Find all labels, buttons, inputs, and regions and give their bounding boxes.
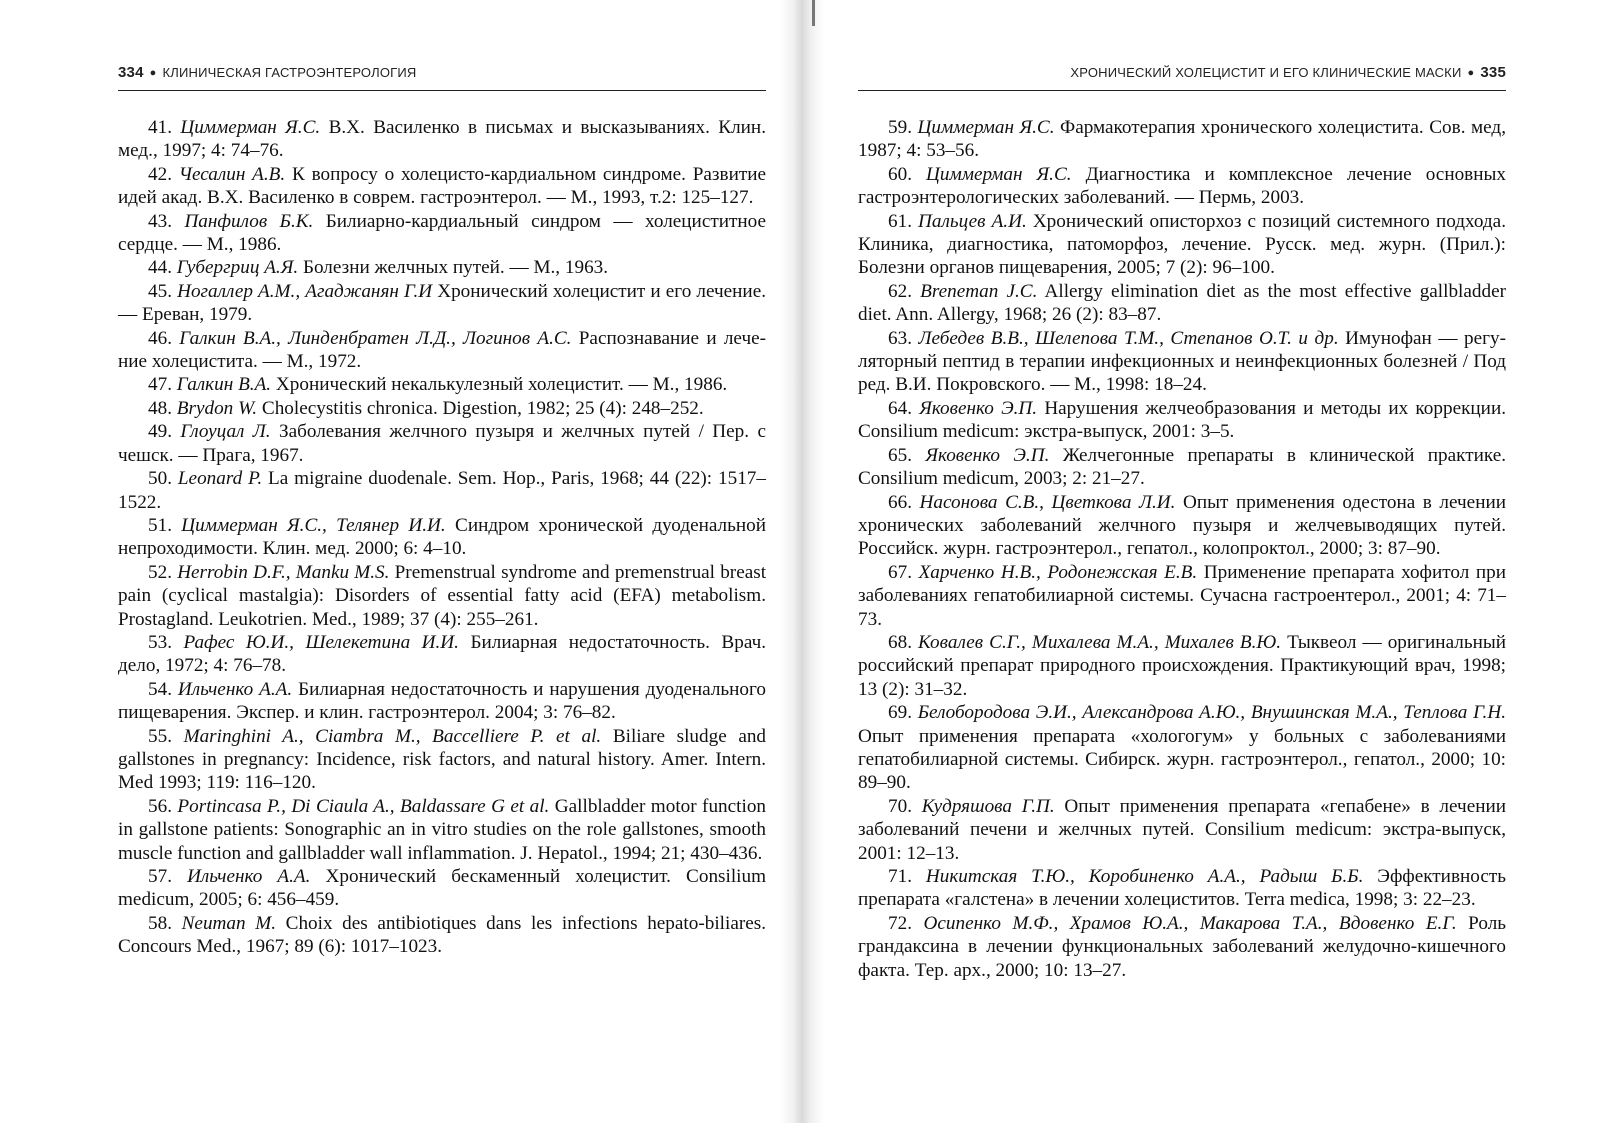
reference-text: Опыт применения препарата «гепабене» в лечении заболеваний печени и желчных путей. Consilium medicum: экстра-выпуск, 2001: 12–13. xyxy=(858,795,1507,864)
left-reference-list xyxy=(118,116,766,959)
reference-text: Biliare sludge and gallstones in pregnancy: Incidence, risk factors, and natural history. Amer. Intern. Med 1993; 119: 116–120. xyxy=(118,725,767,794)
reference-number: 56. xyxy=(148,795,172,817)
reference-authors: Губергриц А.Я. xyxy=(176,257,299,279)
reference-item xyxy=(118,678,766,725)
reference-number: 60. xyxy=(888,163,912,185)
reference-authors: Чесалин А.В. xyxy=(178,163,286,185)
reference-number: 49. xyxy=(148,421,172,443)
reference-authors: Maringhini A., Ciambra M., Baccelliere P. et al. xyxy=(183,725,602,747)
reference-number: 55. xyxy=(148,725,172,747)
reference-item xyxy=(858,327,1506,397)
reference-number: 69. xyxy=(888,702,912,724)
right-page xyxy=(858,0,1506,1123)
reference-authors: Яковенко Э.П. xyxy=(925,444,1050,466)
reference-authors: Циммерман Я.С. xyxy=(180,117,321,138)
reference-item xyxy=(118,514,766,561)
bullet-icon: ● xyxy=(1467,67,1475,79)
reference-text: La migraine duodenale. Sem. Hop., Paris, 1968; 44 (22): 1517–1522. xyxy=(118,468,766,513)
reference-text: Роль грандаксина в лечении функциональных заболеваний желудочно-кишечного факта. Тер. арх., 2000; 10: 13–27. xyxy=(858,912,1507,981)
reference-text: Хронический некалькулезный холецистит. — М., 1986. xyxy=(275,374,728,396)
gutter-mark xyxy=(812,0,815,26)
reference-text: Синдром хронической дуоденальной непроходимости. Клин. мед. 2000; 6: 4–10. xyxy=(118,514,767,560)
reference-text: Allergy elimination diet as the most effective gallbladder diet. Ann. Allergy, 1968; 26 (2): 83–87. xyxy=(858,280,1506,326)
reference-item xyxy=(118,327,766,374)
left-running-head xyxy=(118,64,766,91)
reference-text: Нарушения желчеобразования и методы их коррекции. Consilium medicum: экстра-выпуск, 2001: 3–5. xyxy=(858,397,1507,443)
reference-text: Желчегонные препараты в клинической практике. Consilium medicum, 2003; 2: 21–27. xyxy=(858,444,1507,490)
reference-text: Cholecystitis chronica. Digestion, 1982; 25 (4): 248–252. xyxy=(261,397,704,419)
reference-authors: Лебедев В.В., Шелепова Т.М., Степанов О.Т. и др. xyxy=(918,327,1339,349)
reference-item xyxy=(118,795,766,865)
reference-item xyxy=(858,795,1506,865)
reference-authors: Breneman J.C. xyxy=(920,280,1038,302)
reference-item xyxy=(858,163,1506,210)
reference-item xyxy=(858,116,1506,163)
reference-authors: Циммерман Я.С., Телянер И.И. xyxy=(181,514,446,536)
reference-text: Gallbladder motor function in gallstone patients: Sonographic an in vitro studies on the role gallstones, smooth muscle function and gallbladder wall inflammation. J. Hepatol., 1994; 21; 430–436. xyxy=(118,795,767,864)
reference-number: 71. xyxy=(888,866,912,887)
reference-text: Опыт применения препарата «хологогум» у больных с заболеваниями гепатобилиарной системы. Сибирск. журн. гастроэнтерол., гепатол., 2000; 10: 89–90. xyxy=(858,725,1506,794)
reference-number: 53. xyxy=(148,631,172,653)
reference-number: 72. xyxy=(888,912,912,934)
reference-number: 66. xyxy=(888,491,912,513)
reference-item xyxy=(118,210,766,257)
reference-text: Choix des antibiotiques dans les infections hepato-biliares. Concours Med., 1967; 89 (6): 1017–1023. xyxy=(118,912,767,958)
reference-authors: Ильченко А.А. xyxy=(187,866,311,887)
left-running-title: КЛИНИЧЕСКАЯ ГАСТРОЭНТЕРОЛОГИЯ xyxy=(162,65,417,80)
reference-item xyxy=(858,865,1506,912)
reference-item xyxy=(118,256,766,279)
reference-text: Заболевания желчного пузыря и желчных путей / Пер. с чешск. — Прага, 1967. xyxy=(118,421,766,466)
reference-authors: Никитская Т.Ю., Коробиненко А.А., Радыш Б.Б. xyxy=(925,866,1364,887)
reference-text: Билиарно-кардиальный синдром — холециститное сердце. — М., 1986. xyxy=(118,210,766,256)
reference-text: Билиарная недостаточность. Врач. дело, 1972; 4: 76–78. xyxy=(118,631,767,677)
reference-text: В.Х. Василенко в письмах и высказываниях. Клин. мед., 1997; 4: 74–76. xyxy=(118,117,766,162)
right-running-head xyxy=(858,64,1506,91)
reference-authors: Пальцев А.И. xyxy=(918,210,1027,232)
left-page-number: 334 xyxy=(118,64,144,81)
reference-authors: Leonard P. xyxy=(177,468,263,490)
reference-text: Хронический холецистит и его лечение. — Ереван, 1979. xyxy=(118,280,767,326)
reference-authors: Herrobin D.F., Manku M.S. xyxy=(177,561,390,583)
reference-text: Распознавание и лечение холецистита. — М., 1972. xyxy=(118,327,767,373)
reference-number: 54. xyxy=(148,678,172,700)
reference-number: 67. xyxy=(888,561,912,583)
reference-item xyxy=(858,561,1506,631)
reference-number: 65. xyxy=(888,444,912,466)
reference-authors: Белобородова Э.И., Александрова А.Ю., Внушинская М.А., Теплова Г.Н. xyxy=(917,702,1506,724)
reference-number: 57. xyxy=(148,866,172,887)
reference-authors: Галкин В.А., Линденбратен Л.Д., Логинов А.С. xyxy=(179,327,572,349)
reference-number: 70. xyxy=(888,795,912,817)
reference-text: Болезни желчных путей. — М., 1963. xyxy=(302,257,609,279)
reference-text: Premenstrual syndrome and premenstrual breast pain (cyclical mastalgia): Disorders of essential fatty acid (EFA) metabolism. Prostagland. Leukotrien. Med., 1989; 37 (4): 255–261. xyxy=(118,561,767,630)
reference-authors: Насонова С.В., Цветкова Л.И. xyxy=(919,491,1176,513)
reference-item xyxy=(858,912,1506,982)
reference-authors: Глоуцал Л. xyxy=(180,421,271,443)
reference-number: 52. xyxy=(148,561,172,583)
reference-authors: Яковенко Э.П. xyxy=(919,397,1038,419)
reference-number: 45. xyxy=(148,280,172,302)
reference-number: 63. xyxy=(888,327,912,349)
reference-number: 50. xyxy=(148,468,172,490)
reference-item xyxy=(858,397,1506,444)
reference-number: 46. xyxy=(148,327,172,349)
reference-item xyxy=(118,373,766,396)
reference-number: 64. xyxy=(888,397,912,419)
reference-item xyxy=(858,631,1506,701)
reference-item xyxy=(118,631,766,678)
book-gutter xyxy=(780,0,824,1123)
reference-number: 48. xyxy=(148,397,172,419)
reference-item xyxy=(118,116,766,163)
reference-authors: Portincasa P., Di Ciaula A., Baldassare G et al. xyxy=(177,795,550,817)
reference-text: Применение препарата хофитол при заболеваниях гепатобилиарной системы. Сучасна гастроентерол., 2001; 4: 71–73. xyxy=(858,561,1507,630)
reference-number: 61. xyxy=(888,210,912,232)
reference-item xyxy=(118,420,766,467)
reference-authors: Циммерман Я.С. xyxy=(917,117,1055,138)
reference-authors: Brydon W. xyxy=(176,397,258,419)
reference-authors: Осипенко М.Ф., Храмов Ю.А., Макарова Т.А., Вдовенко Е.Г. xyxy=(923,912,1457,934)
reference-number: 44. xyxy=(148,257,172,279)
reference-item xyxy=(118,280,766,327)
reference-number: 51. xyxy=(148,514,172,536)
reference-authors: Циммерман Я.С. xyxy=(926,163,1072,185)
right-running-title: ХРОНИЧЕСКИЙ ХОЛЕЦИСТИТ И ЕГО КЛИНИЧЕСКИЕ МАСКИ xyxy=(1070,65,1462,80)
reference-number: 68. xyxy=(888,631,912,653)
reference-number: 41. xyxy=(148,117,172,138)
reference-text: Хронический бескаменный холецистит. Consilium medicum, 2005; 6: 456–459. xyxy=(118,866,767,911)
reference-number: 42. xyxy=(148,163,172,185)
reference-text: Опыт применения одестона в лечении хронических заболеваний желчного пузыря и желчевыводящих путей. Российск. журн. гастроэнтерол., гепатол., колопроктол., 2000; 3: 87–90. xyxy=(858,491,1506,560)
reference-text: К вопросу о холецисто-кардиальном синдроме. Развитие идей акад. В.Х. Василенко в соврем. гастроэнтерол. — М., 1993, т.2: 125–127. xyxy=(118,163,767,209)
reference-text: Фармакотерапия хронического холецистита. Сов. мед, 1987; 4: 53–56. xyxy=(858,117,1506,162)
reference-authors: Галкин В.А. xyxy=(176,374,272,396)
reference-text: Билиарная недостаточность и нарушения дуоденального пищеварения. Экспер. и клин. гастроэнтерол. 2004; 3: 76–82. xyxy=(118,678,766,724)
reference-text: Тыквеол — оригинальный российский препарат природного происхождения. Практикующий врач, 1998; 13 (2): 31–32. xyxy=(858,631,1507,700)
reference-number: 43. xyxy=(148,210,172,232)
reference-authors: Панфилов Б.К. xyxy=(184,210,314,232)
reference-authors: Харченко Н.В., Родонежская Е.В. xyxy=(918,561,1198,583)
reference-item xyxy=(118,865,766,912)
reference-authors: Ногаллер А.М., Агаджанян Г.И xyxy=(177,280,433,302)
reference-item xyxy=(118,397,766,420)
right-page-number: 335 xyxy=(1480,64,1506,81)
reference-item xyxy=(858,444,1506,491)
reference-text: Хронический описторхоз с позиций системного подхода. Клиника, диагностика, патоморфоз, лечение. Русск. мед. журн. (Прил.): Болезни органов пищеварения, 2005; 7 (2): 96–100. xyxy=(858,210,1506,279)
reference-item xyxy=(118,163,766,210)
reference-item xyxy=(858,280,1506,327)
left-page xyxy=(118,0,766,1123)
reference-number: 59. xyxy=(888,117,912,138)
reference-number: 62. xyxy=(888,280,912,302)
reference-text: Эффективность препарата «галстена» в лечении холециститов. Terra medica, 1998; 3: 22–23. xyxy=(858,866,1506,911)
reference-item xyxy=(858,491,1506,561)
reference-item xyxy=(118,912,766,959)
right-reference-list xyxy=(858,116,1506,982)
reference-item xyxy=(118,467,766,514)
reference-authors: Ильченко А.А. xyxy=(177,678,293,700)
reference-item xyxy=(118,561,766,631)
reference-item xyxy=(858,210,1506,280)
reference-authors: Ковалев С.Г., Михалева М.А., Михалев В.Ю. xyxy=(918,631,1281,653)
reference-text: Имунофан — регуляторный пептид в терапии инфекционных и неинфекционных болезней / Под ред. В.И. Покровского. — М., 1998: 18–24. xyxy=(858,327,1507,396)
reference-text: Диагностика и комплексное лечение основных гастроэнтерологических заболеваний. — Пермь, 2003. xyxy=(858,163,1506,209)
reference-item xyxy=(858,701,1506,795)
reference-authors: Рафес Ю.И., Шелекетина И.И. xyxy=(183,631,459,653)
reference-number: 58. xyxy=(148,912,172,934)
reference-authors: Кудряшова Г.П. xyxy=(921,795,1055,817)
reference-item xyxy=(118,725,766,795)
reference-authors: Neuman M. xyxy=(181,912,276,934)
reference-number: 47. xyxy=(148,374,172,396)
bullet-icon: ● xyxy=(149,67,157,79)
